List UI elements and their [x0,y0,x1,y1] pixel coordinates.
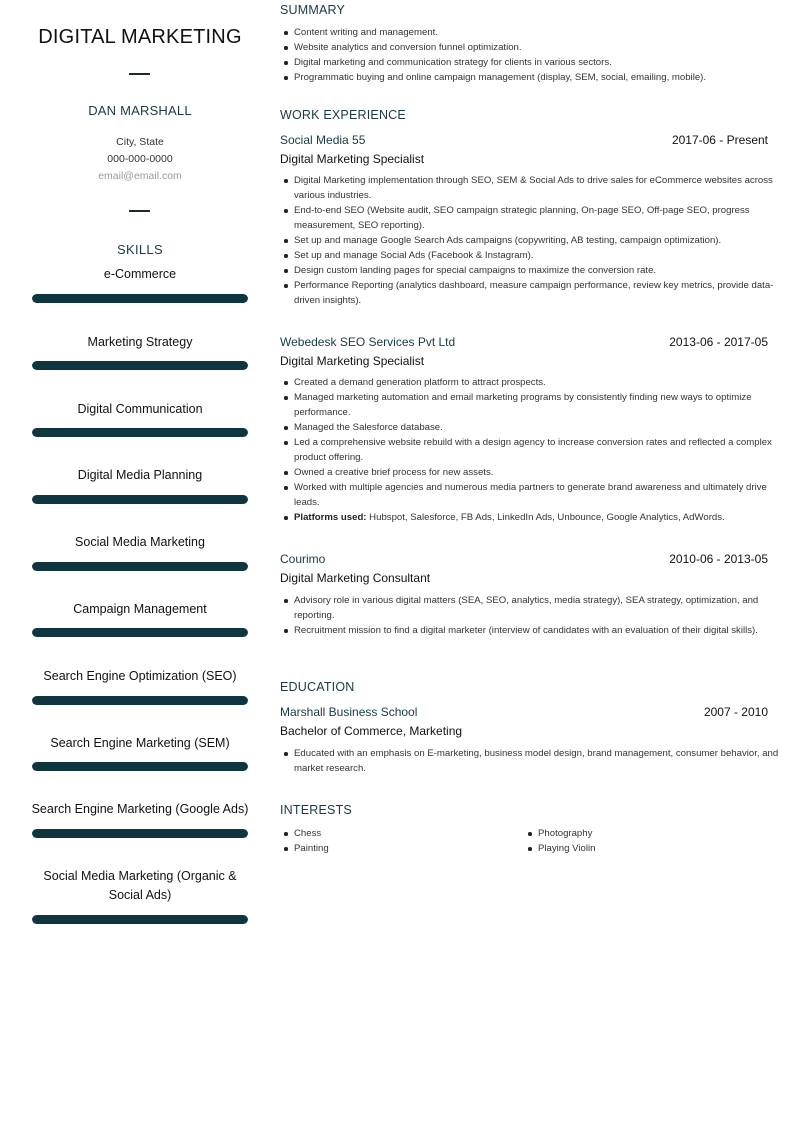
platforms-text: Hubspot, Salesforce, FB Ads, LinkedIn Ads, Unbounce, Google Analytics, AdWords. [366,512,725,523]
skill-bar [32,361,248,370]
skill-item [30,600,250,619]
job-title: Digital Marketing Consultant [280,571,431,585]
list-item: Content writing and management. [294,25,782,40]
skill-bar [32,915,248,924]
list-item: End-to-end SEO (Website audit, SEO campaign strategic planning, On-page SEO, Off-page SEO, progress measurement, SEO reporting). [294,203,782,233]
job-title: Digital Marketing Specialist [280,354,425,368]
list-item: Playing Violin [538,841,768,856]
skill-bar-fill [32,915,248,924]
skills-heading: SKILLS [117,242,163,257]
list-item: Led a comprehensive website rebuild with a design agency to increase conversion rates and reflected a complex product offering. [294,435,782,465]
job-title: Digital Marketing Specialist [280,152,425,166]
skill-item [30,400,250,419]
list-item: Worked with multiple agencies and numerous media partners to generate brand awareness and ultimately drive leads. [294,480,782,510]
title-divider [129,73,150,75]
list-item: Photography [538,826,768,841]
list-item: Digital Marketing implementation through SEO, SEM & Social Ads to drive sales for eCommerce websites across various industries. [294,173,782,203]
list-item: Performance Reporting (analytics dashboard, measure campaign performance, review key metrics, provide data-driven insights). [294,278,782,308]
skill-name: Social Media Marketing [75,535,205,549]
interests-list-left [280,826,524,856]
skill-bar-fill [32,361,248,370]
job-bullets [280,593,782,638]
list-item [294,510,782,525]
experience-heading: WORK EXPERIENCE [280,108,406,122]
skill-item [30,533,250,552]
job-dates: 2013-06 - 2017-05 [669,335,768,349]
skill-item [30,265,250,284]
platforms-label: Platforms used: [294,512,367,523]
skill-name: Social Media Marketing (Organic & Social Ads) [43,869,237,902]
education-heading: EDUCATION [280,680,355,694]
list-item: Set up and manage Social Ads (Facebook & Instagram). [294,248,782,263]
education-school: Marshall Business School [280,705,418,719]
contact-divider [129,210,150,212]
skill-item [30,800,250,819]
list-item: Design custom landing pages for special campaigns to maximize the conversion rate. [294,263,782,278]
list-item: Digital marketing and communication strategy for clients in various sectors. [294,55,782,70]
skill-bar [32,762,248,771]
list-item: Set up and manage Google Search Ads campaigns (copywriting, AB testing, campaign optimization). [294,233,782,248]
education-bullets [280,746,782,776]
skill-bar-fill [32,495,248,504]
summary-heading: SUMMARY [280,3,346,17]
candidate-name: DAN MARSHALL [88,103,192,118]
skill-bar [32,628,248,637]
skill-bar-fill [32,562,248,571]
contact-email: email@email.com [98,170,182,182]
list-item: Chess [294,826,524,841]
skill-item [30,667,250,686]
education-dates: 2007 - 2010 [703,705,768,719]
contact-location: City, State [116,136,164,148]
list-item: Managed the Salesforce database. [294,420,782,435]
skill-bar-fill [32,628,248,637]
skill-item [30,333,250,352]
skill-name: Digital Media Planning [77,468,203,482]
job-company: Social Media 55 [280,133,366,147]
education-degree: Bachelor of Commerce, Marketing [280,724,463,738]
resume-title: DIGITAL MARKETING [38,26,242,48]
skill-name: e-Commerce [103,267,177,281]
skill-bar-fill [32,294,248,303]
interests-list-right [524,826,768,856]
job-company: Webedesk SEO Services Pvt Ltd [280,335,456,349]
skill-name: Search Engine Optimization (SEO) [43,669,237,683]
job-dates: 2017-06 - Present [671,133,768,147]
skill-name: Marketing Strategy [87,335,193,349]
skill-bar [32,696,248,705]
job-bullets [280,173,782,308]
list-item: Website analytics and conversion funnel optimization. [294,40,782,55]
skill-bar-fill [32,762,248,771]
skill-item [30,867,250,905]
list-item: Advisory role in various digital matters (SEA, SEO, analytics, media strategy), SEA strategy, optimization, and reporting. [294,593,782,623]
list-item: Recruitment mission to find a digital marketer (interview of candidates with an evaluation of their digital skills). [294,623,782,638]
skill-item [30,734,250,753]
skill-name: Search Engine Marketing (Google Ads) [31,802,249,816]
skill-item [30,466,250,485]
contact-phone: 000-000-0000 [107,153,173,165]
list-item: Educated with an emphasis on E-marketing, business model design, brand management, consumer behavior, and market research. [294,746,782,776]
list-item: Programmatic buying and online campaign management (display, SEM, social, emailing, mobile). [294,70,782,85]
skill-bar [32,495,248,504]
skill-bar [32,829,248,838]
skill-bar-fill [32,829,248,838]
sidebar [0,0,280,1128]
skill-name: Digital Communication [77,402,203,416]
skill-name: Campaign Management [73,602,207,616]
summary-list [280,25,782,85]
job-dates: 2010-06 - 2013-05 [669,552,768,566]
skill-bar [32,428,248,437]
job-company: Courimo [280,552,326,566]
skill-bar [32,294,248,303]
job-bullets [280,375,782,525]
list-item: Painting [294,841,524,856]
list-item: Created a demand generation platform to attract prospects. [294,375,782,390]
skill-bar-fill [32,428,248,437]
skill-bar [32,562,248,571]
skill-bar-fill [32,696,248,705]
list-item: Owned a creative brief process for new assets. [294,465,782,480]
skill-name: Search Engine Marketing (SEM) [50,736,230,750]
list-item: Managed marketing automation and email marketing programs by consistently finding new ways to optimize performance. [294,390,782,420]
interests-heading: INTERESTS [280,803,352,817]
